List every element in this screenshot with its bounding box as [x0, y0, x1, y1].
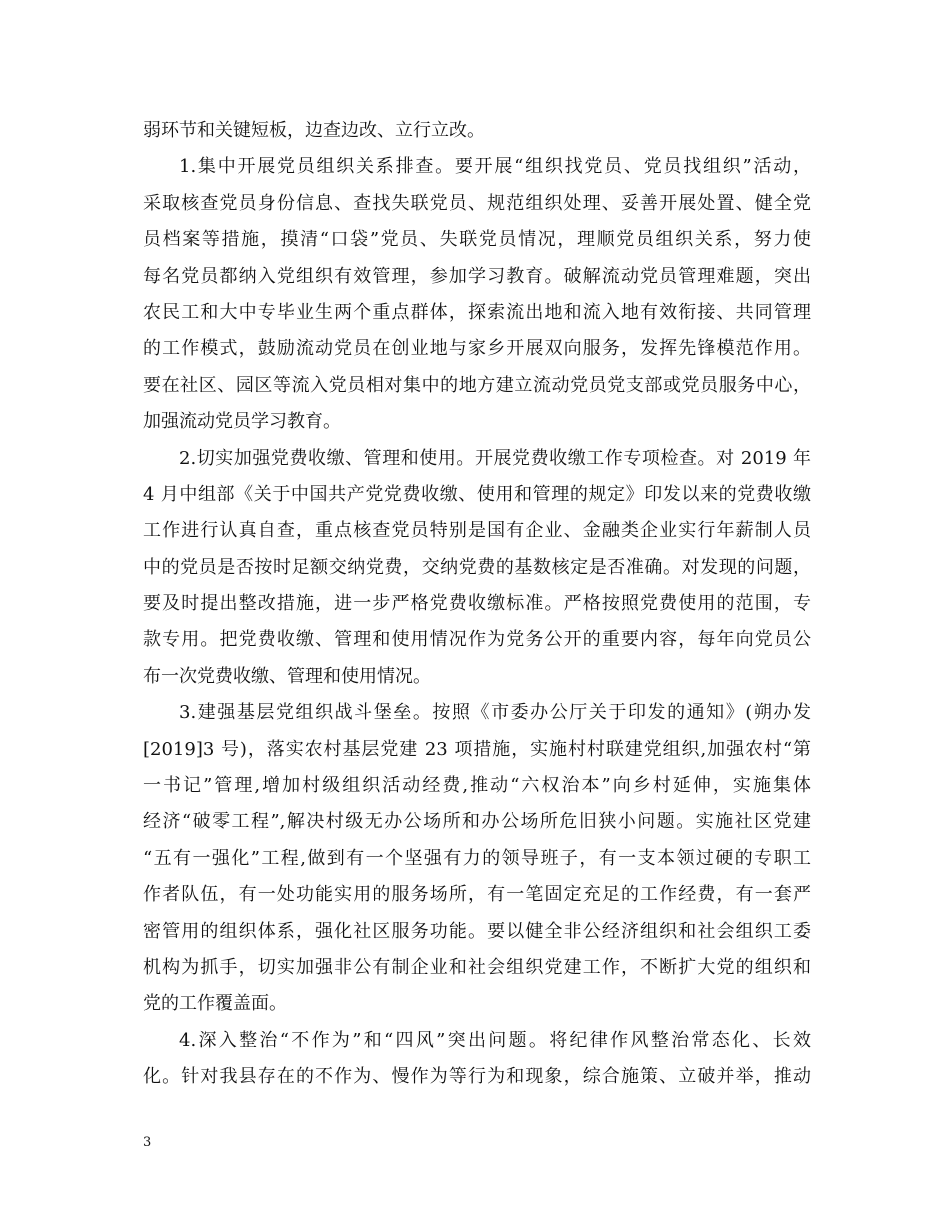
body-text: [143, 113, 811, 1096]
text-line: 员档案等措施，摸清“口袋”党员、失联党员情况，理顺党员组织关系，努力使: [143, 229, 811, 251]
text-line: “五有一强化”工程,做到有一个坚强有力的领导班子，有一支本领过硬的专职工: [143, 847, 811, 869]
text-line: 中的党员是否按时足额交纳党费，交纳党费的基数核定是否准确。对发现的问题，: [143, 556, 811, 578]
text-line: 2.切实加强党费收缴、管理和使用。开展党费收缴工作专项检查。对 2019 年: [179, 447, 811, 469]
text-line: 4.深入整治“不作为”和“四风”突出问题。将纪律作风整治常态化、长效: [179, 1029, 811, 1051]
text-line: 机构为抓手，切实加强非公有制企业和社会组织党建工作，不断扩大党的组织和: [143, 956, 811, 978]
text-line: 1.集中开展党员组织关系排查。要开展“组织找党员、党员找组织”活动，: [179, 156, 811, 178]
text-line: 经济“破零工程”,解决村级无办公场所和办公场所危旧狭小问题。实施社区党建: [143, 811, 811, 833]
text-line: 款专用。把党费收缴、管理和使用情况作为党务公开的重要内容，每年向党员公: [143, 629, 811, 651]
text-line: 化。针对我县存在的不作为、慢作为等行为和现象，综合施策、立破并举，推动: [143, 1066, 811, 1088]
text-line: 作者队伍，有一处功能实用的服务场所，有一笔固定充足的工作经费，有一套严: [143, 884, 811, 906]
text-line: [2019]3 号)，落实农村基层党建 23 项措施，实施村村联建党组织,加强农村“第: [143, 738, 811, 760]
text-line: 加强流动党员学习教育。: [143, 411, 341, 433]
text-line: 弱环节和关键短板，边查边改、立行立改。: [143, 120, 485, 141]
text-line: 采取核查党员身份信息、查找失联党员、规范组织处理、妥善开展处置、健全党: [143, 192, 811, 214]
text-line: 要在社区、园区等流入党员相对集中的地方建立流动党员党支部或党员服务中心，: [143, 374, 811, 396]
text-line: 要及时提出整改措施，进一步严格党费收缴标准。严格按照党费使用的范围，专: [143, 593, 811, 615]
text-line: 布一次党费收缴、管理和使用情况。: [143, 665, 431, 687]
text-line: 工作进行认真自查，重点核查党员特别是国有企业、金融类企业实行年薪制人员: [143, 520, 811, 542]
text-line: 的工作模式，鼓励流动党员在创业地与家乡开展双向服务，发挥先锋模范作用。: [143, 338, 811, 360]
text-line: 一书记”管理,增加村级组织活动经费,推动“六权治本”向乡村延伸，实施集体: [143, 775, 811, 797]
text-line: 每名党员都纳入党组织有效管理，参加学习教育。破解流动党员管理难题，突出: [143, 265, 811, 287]
text-line: 3.建强基层党组织战斗堡垒。按照《市委办公厅关于印发的通知》(朔办发: [179, 702, 811, 724]
text-line: 农民工和大中专毕业生两个重点群体，探索流出地和流入地有效衔接、共同管理: [143, 301, 811, 323]
page-number: 3: [143, 1135, 152, 1150]
text-line: 密管用的组织体系，强化社区服务功能。要以健全非公经济组织和社会组织工委: [143, 920, 811, 942]
text-line: 党的工作覆盖面。: [143, 993, 287, 1015]
text-line: 4 月中组部《关于中国共产党党费收缴、使用和管理的规定》印发以来的党费收缴: [143, 483, 811, 505]
